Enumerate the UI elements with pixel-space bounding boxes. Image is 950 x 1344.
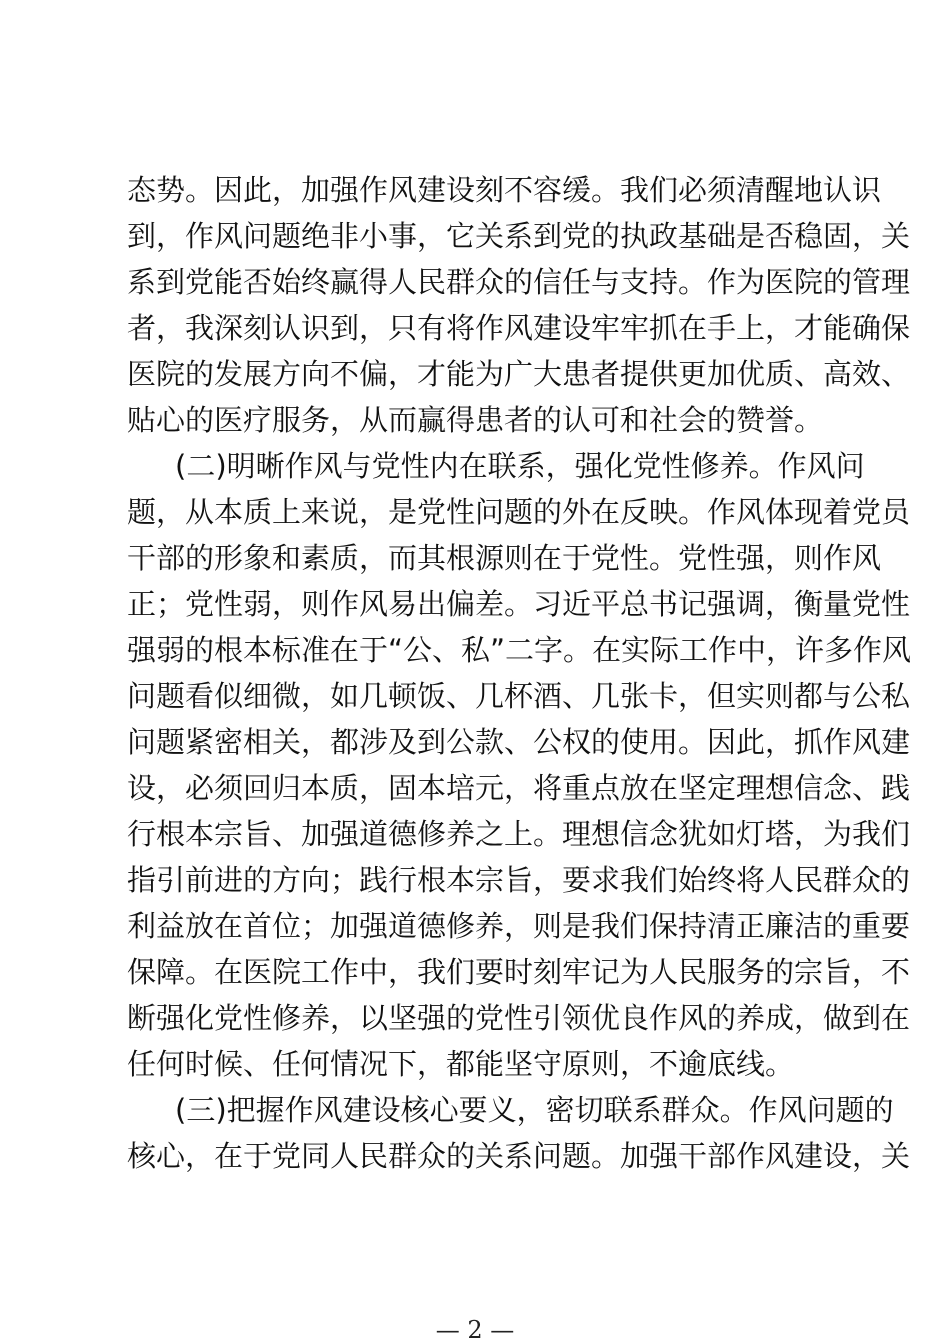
body-text-line: 强弱的根本标准在于“公、私”二字。在实际工作中，许多作风 [127, 633, 912, 667]
body-text-line: 断强化党性修养，以坚强的党性引领优良作风的养成，做到在 [127, 1001, 911, 1035]
body-text-line: 态势。因此，加强作风建设刻不容缓。我们必须清醒地认识 [127, 173, 882, 207]
body-text-line: 系到党能否始终赢得人民群众的信任与支持。作为医院的管理 [127, 265, 911, 299]
body-text-line: 问题看似细微，如几顿饭、几杯酒、几张卡，但实则都与公私 [127, 679, 911, 713]
body-text-line: 保障。在医院工作中，我们要时刻牢记为人民服务的宗旨，不 [127, 955, 911, 989]
section-heading-line: (三)把握作风建设核心要义，密切联系群众。作风问题的 [175, 1093, 894, 1127]
section-heading-line: (二)明晰作风与党性内在联系，强化党性修养。作风问 [175, 449, 865, 483]
body-text-line: 问题紧密相关，都涉及到公款、公权的使用。因此，抓作风建 [127, 725, 911, 759]
body-text-line: 医院的发展方向不偏，才能为广大患者提供更加优质、高效、 [127, 357, 911, 391]
body-text-line: 者，我深刻认识到，只有将作风建设牢牢抓在手上，才能确保 [127, 311, 911, 345]
body-text-line: 到，作风问题绝非小事，它关系到党的执政基础是否稳固，关 [127, 219, 911, 253]
body-text-line: 贴心的医疗服务，从而赢得患者的认可和社会的赞誉。 [127, 403, 824, 437]
body-text-line: 核心，在于党同人民群众的关系问题。加强干部作风建设，关 [127, 1139, 911, 1173]
page-number: — 2 — [435, 1316, 515, 1344]
body-text-line: 行根本宗旨、加强道德修养之上。理想信念犹如灯塔，为我们 [127, 817, 911, 851]
body-text-line: 题，从本质上来说，是党性问题的外在反映。作风体现着党员 [127, 495, 911, 529]
body-text-line: 正；党性弱，则作风易出偏差。习近平总书记强调，衡量党性 [127, 587, 911, 621]
body-text-line: 任何时候、任何情况下，都能坚守原则，不逾底线。 [127, 1047, 795, 1081]
body-text-line: 干部的形象和素质，而其根源则在于党性。党性强，则作风 [127, 541, 882, 575]
body-text-line: 指引前进的方向；践行根本宗旨，要求我们始终将人民群众的 [127, 863, 911, 897]
body-text-line: 设，必须回归本质，固本培元，将重点放在坚定理想信念、践 [127, 771, 911, 805]
body-text-line: 利益放在首位；加强道德修养，则是我们保持清正廉洁的重要 [127, 909, 911, 943]
